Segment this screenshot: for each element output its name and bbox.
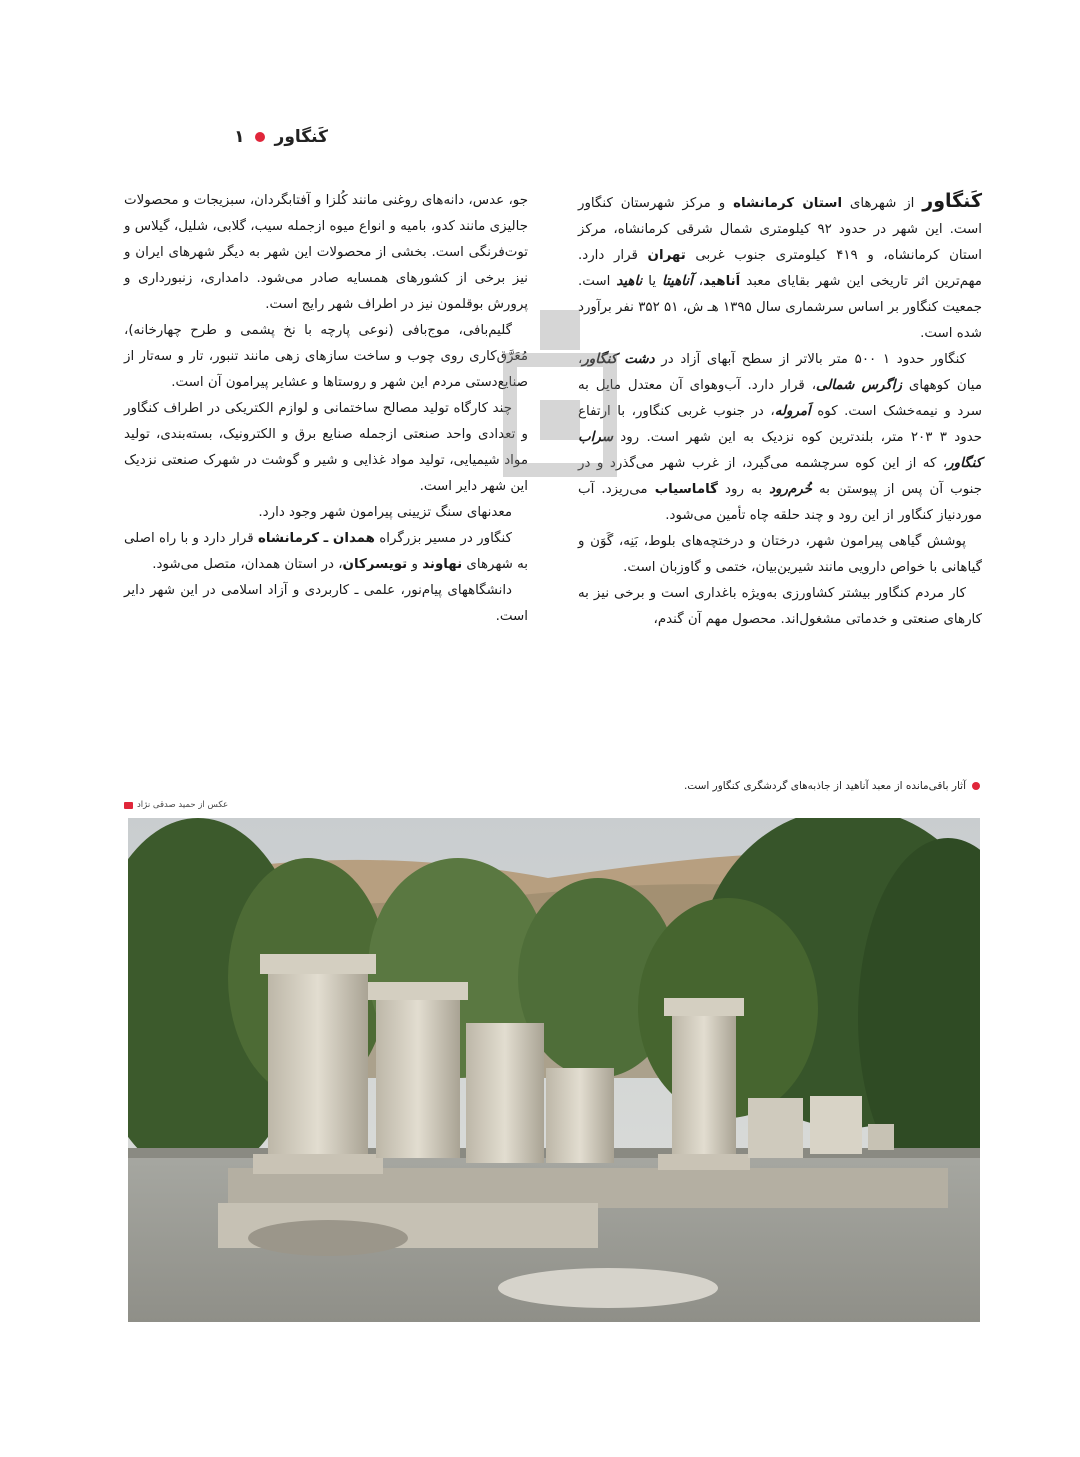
- text-run: کنگاور حدود ۱ ۵۰۰ متر بالاتر از سطح آبهای آزاد در: [654, 352, 966, 367]
- bold-term: استان کرمانشاه: [733, 196, 843, 211]
- text-run: قرار دارد و با راه اصلی به شهرهای: [124, 531, 528, 572]
- text-run: قرار دارد. مهم‌ترین اثر تاریخی این شهر بقایای معبد: [578, 248, 982, 289]
- bold-term: همدان ـ کرمانشاه: [257, 531, 375, 546]
- paragraph: معدنهای سنگ تزیینی پیرامون شهر وجود دارد.: [258, 505, 512, 520]
- italic-term: آناهیتا: [662, 274, 693, 289]
- left-column: [124, 188, 528, 630]
- paragraph: جو، عدس، دانه‌های روغنی مانند کُلزا و آفتابگردان، سبزیجات و محصولات جالیزی مانند کدو، بامیه و انواع میوه ازجمله سیب، گلابی، شلیل، گیلاس و توت‌فرنگی است. بخشی از محصولات این شهر به دیگر شهرهای ایران و نیز برخی از کشورهای همسایه صادر می‌شود. دامداری، زنبورداری و پرورش بوقلمون نیز در اطراف شهر رایج است.: [124, 193, 528, 312]
- text-run: ، میان کوههای: [578, 352, 982, 393]
- text-run: و مرکز شهرستان کنگاور است. این شهر در حدود ۹۲ کیلومتری شمال شرقی کرمانشاه، مرکز استان کرمانشاه، و ۴۱۹ کیلومتری جنوب غربی: [578, 196, 982, 263]
- paragraph: [578, 188, 982, 347]
- italic-term: دشت کنگاور: [582, 352, 655, 367]
- text-run: است. جمعیت کنگاور بر اساس سرشماری سال ۱۳۹۵ هـ ش، ۵۱ ۳۵۲ نفر برآورد شده است.: [578, 274, 982, 341]
- text-run: کنگاور در مسیر بزرگراه: [374, 531, 512, 546]
- lead-term: کَنگاور: [922, 190, 982, 212]
- italic-term: ناهید: [616, 274, 643, 289]
- text-run: ،: [692, 274, 704, 289]
- text-run: از شهرهای: [842, 196, 923, 211]
- paragraph: پوشش گیاهی پیرامون شهر، درختان و درختچه‌های بلوط، بَنِه، گَوَن و گیاهانی با خواص دارویی مانند شیرین‌بیان، ختمی و گاوزبان است.: [578, 534, 982, 575]
- page-header: [128, 124, 328, 150]
- text-run: ، قرار دارد. آب‌وهوای آن معتدل مایل به سرد و نیمه‌خشک است. کوه: [578, 378, 982, 419]
- paragraph: دانشگاههای پیام‌نور، علمی ـ کاربردی و آزاد اسلامی در این شهر دایر است.: [124, 583, 528, 624]
- bold-term: نهاوند: [422, 557, 463, 572]
- italic-term: زاگرس شمالی: [816, 378, 902, 393]
- bold-term: تهران: [647, 248, 686, 263]
- paragraph: کار مردم کنگاور بیشتر کشاورزی به‌ویژه باغداری است و برخی نیز به کارهای صنعتی و خدماتی مشغول‌اند. محصول مهم آن گندم،: [578, 586, 982, 627]
- bold-term: اَناهید: [703, 274, 741, 289]
- page-title: کَنگاور: [274, 127, 328, 147]
- italic-term: خُرم‌رود: [769, 482, 812, 497]
- text-run: به رود: [717, 482, 770, 497]
- italic-term: سراب کنگاور: [578, 430, 982, 471]
- italic-term: اَمروله: [774, 404, 811, 419]
- text-run: ، در جنوب غربی کنگاور، با ارتفاع حدود ۳ ۲۰۳ متر، بلندترین کوه نزدیک به این شهر است. رود: [578, 404, 982, 445]
- text-run: ، در استان همدان، متصل می‌شود.: [152, 557, 343, 572]
- paragraph: [578, 347, 982, 529]
- bold-term: تویسرکان: [342, 557, 408, 572]
- bold-term: گاماسیاب: [654, 482, 718, 497]
- paragraph: [124, 526, 528, 578]
- red-dot-icon: [972, 782, 980, 790]
- temple-ruins-illustration: [128, 818, 980, 1322]
- text-run: ، که از این کوه سرچشمه می‌گیرد، از غرب شهر می‌گذرد و در جنوب آن پس از پیوستن به: [578, 456, 982, 497]
- text-run: و: [407, 557, 423, 572]
- page-number: ۱: [234, 127, 245, 147]
- caption-text: آثار باقی‌مانده از معبد آناهید از جاذبه‌های گردشگری کنگاور است.: [683, 780, 966, 792]
- credit-text: عکس از حمید صدقی نژاد: [137, 800, 229, 810]
- temple-photo: [128, 818, 980, 1322]
- text-run: یا: [642, 274, 663, 289]
- figure-caption: [600, 780, 980, 792]
- right-column: [578, 188, 982, 633]
- paragraph: گلیم‌بافی، موج‌بافی (نوعی پارچه با نخ پشمی و طرح چهارخانه)، مُعَرَّق‌کاری روی چوب و ساخت سازهای زهی مانند تنبور، تار و سه‌تار از صنایع‌دستی مردم این شهر و روستاها و عشایر پیرامون آن است.: [124, 323, 528, 390]
- red-dot-icon: [255, 132, 265, 142]
- text-run: می‌ریزد. آب موردنیاز کنگاور از این رود و چند حلقه چاه تأمین می‌شود.: [578, 482, 982, 523]
- photo-credit: [124, 800, 324, 810]
- paragraph: چند کارگاه تولید مصالح ساختمانی و لوازم الکتریکی در اطراف کنگاور و تعدادی واحد صنعتی ازجمله صنایع برق و الکترونیک، بسته‌بندی، تولید مواد شیمیایی، تولید مواد غذایی و شیر و گوشت در شهرک صنعتی نزدیک این شهر دایر است.: [124, 401, 528, 494]
- camera-icon: [124, 802, 133, 809]
